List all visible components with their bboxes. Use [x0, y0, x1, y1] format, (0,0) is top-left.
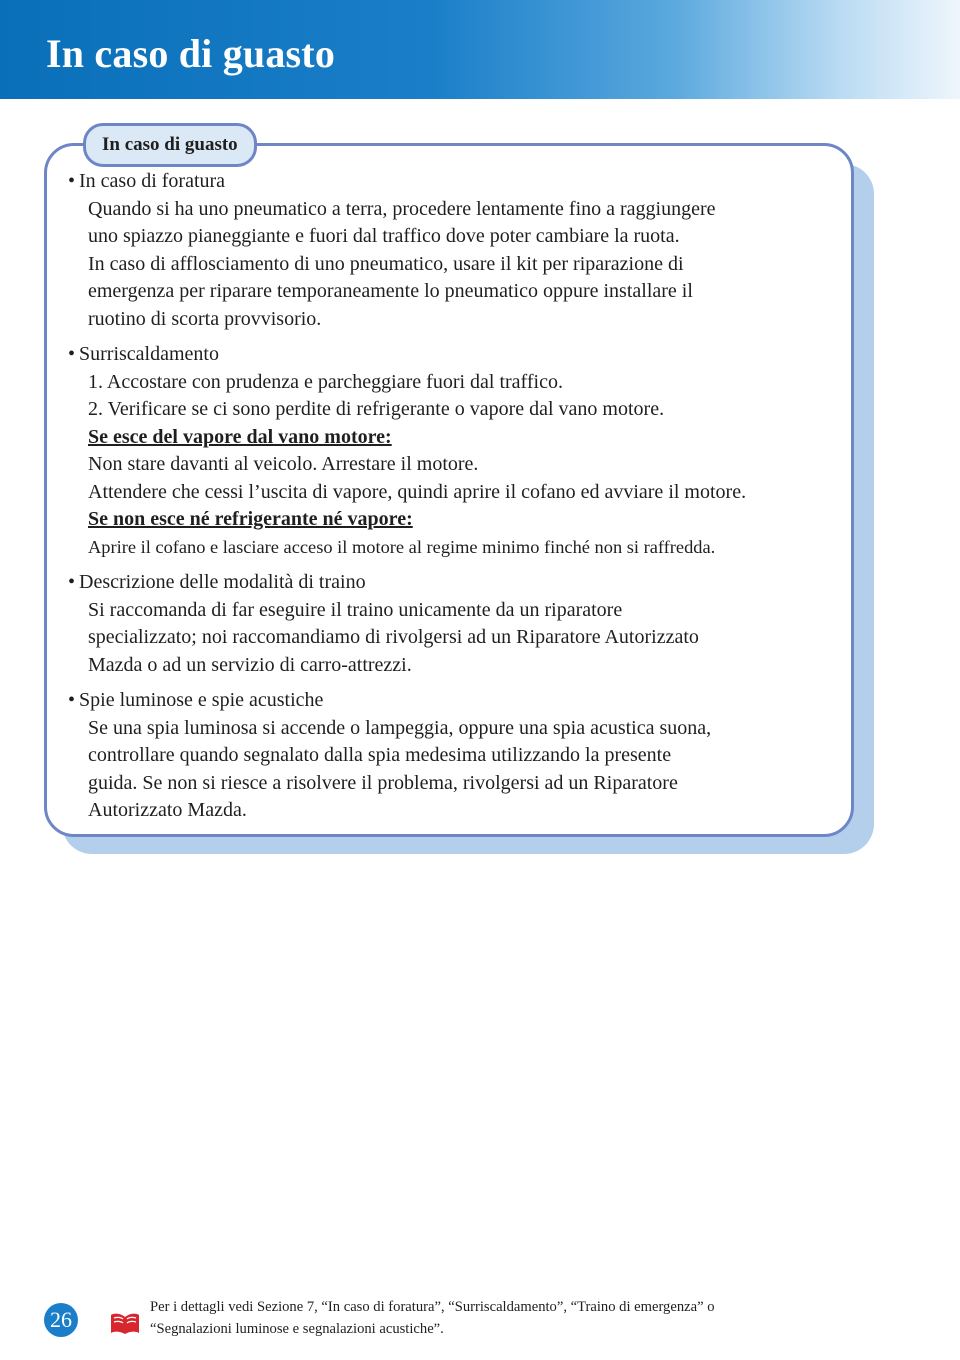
text-line: Non stare davanti al veicolo. Arrestare il motore. [88, 453, 479, 475]
section-title-text: Descrizione delle modalità di traino [79, 571, 366, 593]
section [68, 168, 848, 333]
bullet-icon: • [68, 170, 76, 192]
section [68, 569, 848, 679]
text-line: uno spiazzo pianeggiante e fuori dal traffico dove poter cambiare la ruota. [88, 225, 680, 247]
text-line: Si raccomanda di far eseguire il traino unicamente da un riparatore [88, 598, 623, 621]
text-line: In caso di afflosciamento di uno pneumatico, usare il kit per riparazione di [88, 252, 684, 275]
bullet-icon: • [68, 571, 76, 593]
section-title-text: In caso di foratura [79, 170, 226, 192]
page-number: 26 [44, 1303, 78, 1337]
text-line: Quando si ha uno pneumatico a terra, procedere lentamente fino a raggiungere [88, 197, 716, 220]
box-tab-label: In caso di guasto [83, 123, 257, 167]
text-line: controllare quando segnalato dalla spia medesima utilizzando la presente [88, 744, 672, 766]
text-line: 1. Accostare con prudenza e parcheggiare fuori dal traffico. [88, 370, 563, 393]
book-icon [110, 1313, 140, 1335]
text-line: guida. Se non si riesce a risolvere il problema, rivolgersi ad un Riparatore [88, 771, 678, 794]
section-title-text: Spie luminose e spie acustiche [79, 689, 324, 711]
text-line: Se una spia luminosa si accende o lampeggia, oppure una spia acustica suona, [88, 716, 712, 739]
text-line: emergenza per riparare temporaneamente lo pneumatico oppure installare il [88, 280, 693, 302]
text-line: Aprire il cofano e lasciare acceso il motore al regime minimo finché non si raffredda. [88, 536, 716, 557]
text-line: 2. Verificare se ci sono perdite di refrigerante o vapore dal vano motore. [88, 398, 665, 420]
text-line: Mazda o ad un servizio di carro-attrezzi. [88, 653, 412, 676]
subheading: Se esce del vapore dal vano motore: [88, 425, 392, 448]
section-title [68, 168, 848, 196]
text-line: Autorizzato Mazda. [88, 799, 247, 821]
text-line: ruotino di scorta provvisorio. [88, 307, 322, 330]
section [68, 341, 848, 561]
text-line: specializzato; noi raccomandiamo di rivolgersi ad un Riparatore Autorizzato [88, 626, 699, 648]
section-title-text: Surriscaldamento [79, 343, 219, 365]
footnote [150, 1296, 910, 1340]
footnote-line-1: Per i dettagli vedi Sezione 7, “In caso di foratura”, “Surriscaldamento”, “Traino di emergenza” o [150, 1299, 715, 1315]
box-content [68, 168, 848, 825]
bullet-icon: • [68, 689, 76, 711]
bullet-icon: • [68, 343, 76, 365]
section [68, 687, 848, 825]
section-title [68, 687, 848, 715]
subheading: Se non esce né refrigerante né vapore: [88, 508, 413, 530]
text-line: Attendere che cessi l’uscita di vapore, quindi aprire il cofano ed avviare il motore. [88, 480, 747, 503]
section-title [68, 569, 848, 597]
section-title [68, 341, 848, 369]
page-title: In caso di guasto [46, 31, 336, 76]
footnote-line-2: “Segnalazioni luminose e segnalazioni acustiche”. [150, 1321, 444, 1337]
